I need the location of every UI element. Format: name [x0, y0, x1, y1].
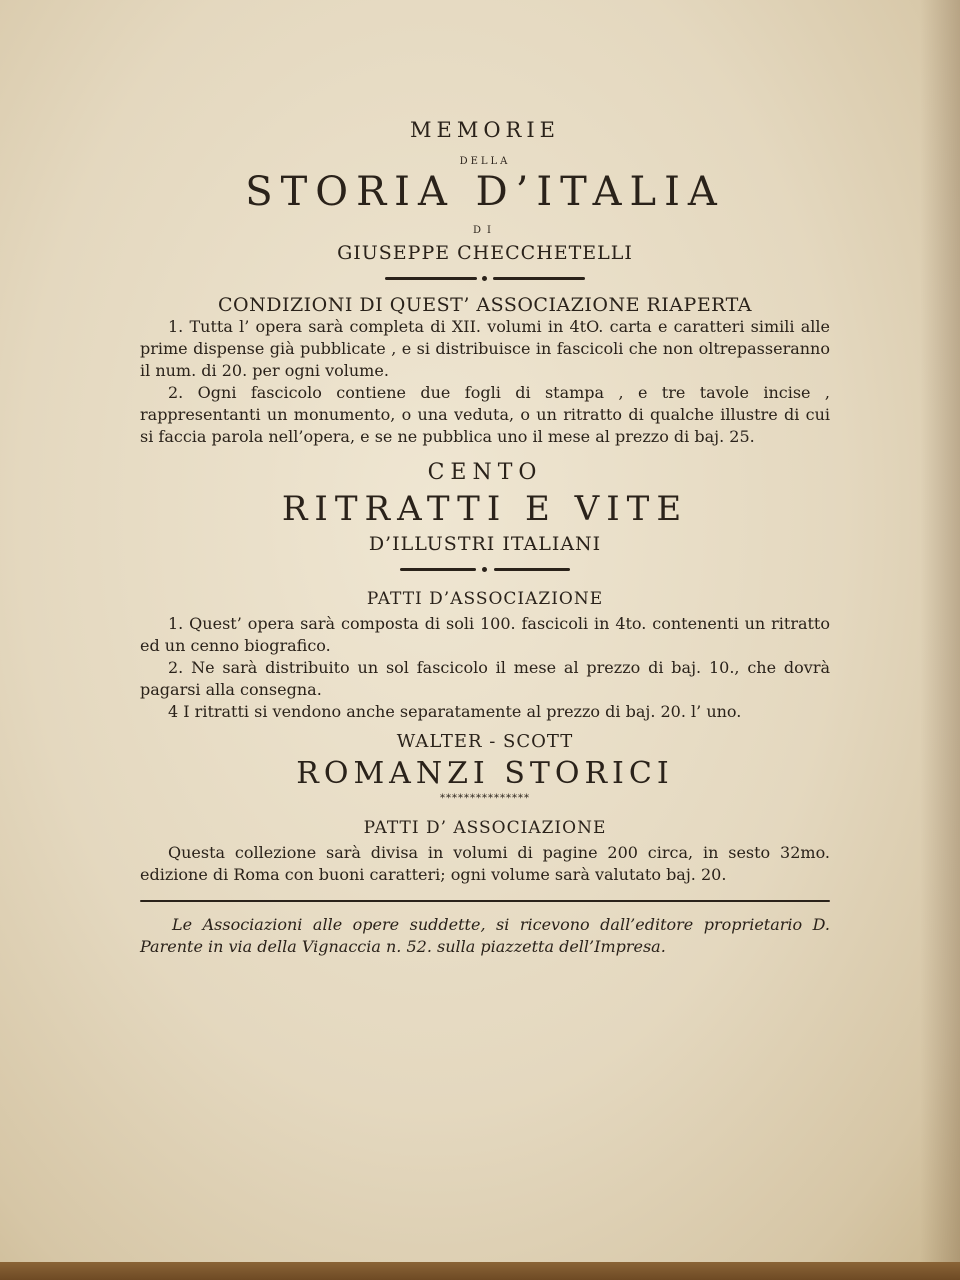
heading-ritratti: RITRATTI E VITE [281, 489, 689, 529]
ornament-divider-icon [385, 274, 585, 284]
section1-paragraph-2: 2. Ogni fascicolo contiene due fogli di stampa , e tre tavole incise , rappresentanti un monumento, o una veduta, o un ritratto di qualche illustre di cui si faccia parola nell’opera, e se ne pubblica uno il mese al prezzo di baj. 25. [140, 383, 830, 446]
section3-paragraph: Questa collezione sarà divisa in volumi di pagine 200 circa, in sesto 32mo. edizione di Roma con buoni caratteri; ogni volume sarà valutato baj. 20. [140, 843, 830, 884]
heading-storia: STORIA D’ITALIA [245, 169, 725, 215]
section3-patti: PATTI D’ ASSOCIAZIONE [363, 818, 607, 838]
footer-rule [140, 900, 830, 902]
heading-di: DI [473, 225, 497, 236]
heading-cento: CENTO [427, 460, 543, 485]
section1-title: CONDIZIONI DI QUEST’ ASSOCIAZIONE RIAPERTA [217, 294, 753, 316]
heading-author: GIUSEPPE CHECCHETELLI [337, 242, 633, 264]
section2-patti: PATTI D’ASSOCIAZIONE [366, 589, 604, 609]
section2-paragraph-1: 1. Quest’ opera sarà composta di soli 100. fascicoli in 4to. contenenti un ritratto ed un cenno biografico. [140, 614, 830, 655]
section2-paragraph-2: 2. Ne sarà distribuito un sol fascicolo il mese al prezzo di baj. 10., che dovrà pagarsi alla consegna. [140, 658, 830, 699]
heading-della: DELLA [459, 156, 511, 167]
document-content [140, 110, 830, 958]
heading-romanzi: ROMANZI STORICI [296, 756, 674, 791]
section1-paragraph-1: 1. Tutta l’ opera sarà completa di XII. volumi in 4tO. carta e caratteri simili alle prime dispense già pubblicate , e si distribuisce in fascicoli che non oltrepasseranno il num. di 20. per ogni volume. [140, 317, 830, 380]
table-surface [0, 1262, 960, 1280]
ornament-divider-icon [400, 565, 570, 575]
stars-divider: *************** [440, 793, 530, 804]
page-edge-shadow [920, 0, 960, 1280]
heading-illustri: D’ILLUSTRI ITALIANI [368, 533, 602, 555]
heading-memorie: MEMORIE [410, 118, 560, 142]
heading-walter-scott: WALTER - SCOTT [396, 731, 574, 752]
section2-paragraph-3: 4 I ritratti si vendono anche separatamente al prezzo di baj. 20. l’ uno. [168, 702, 742, 721]
footer-note: Le Associazioni alle opere suddette, si ricevono dall’editore proprietario D. Parente in via della Vignaccia n. 52. sulla piazzetta dell’Impresa. [140, 915, 830, 956]
